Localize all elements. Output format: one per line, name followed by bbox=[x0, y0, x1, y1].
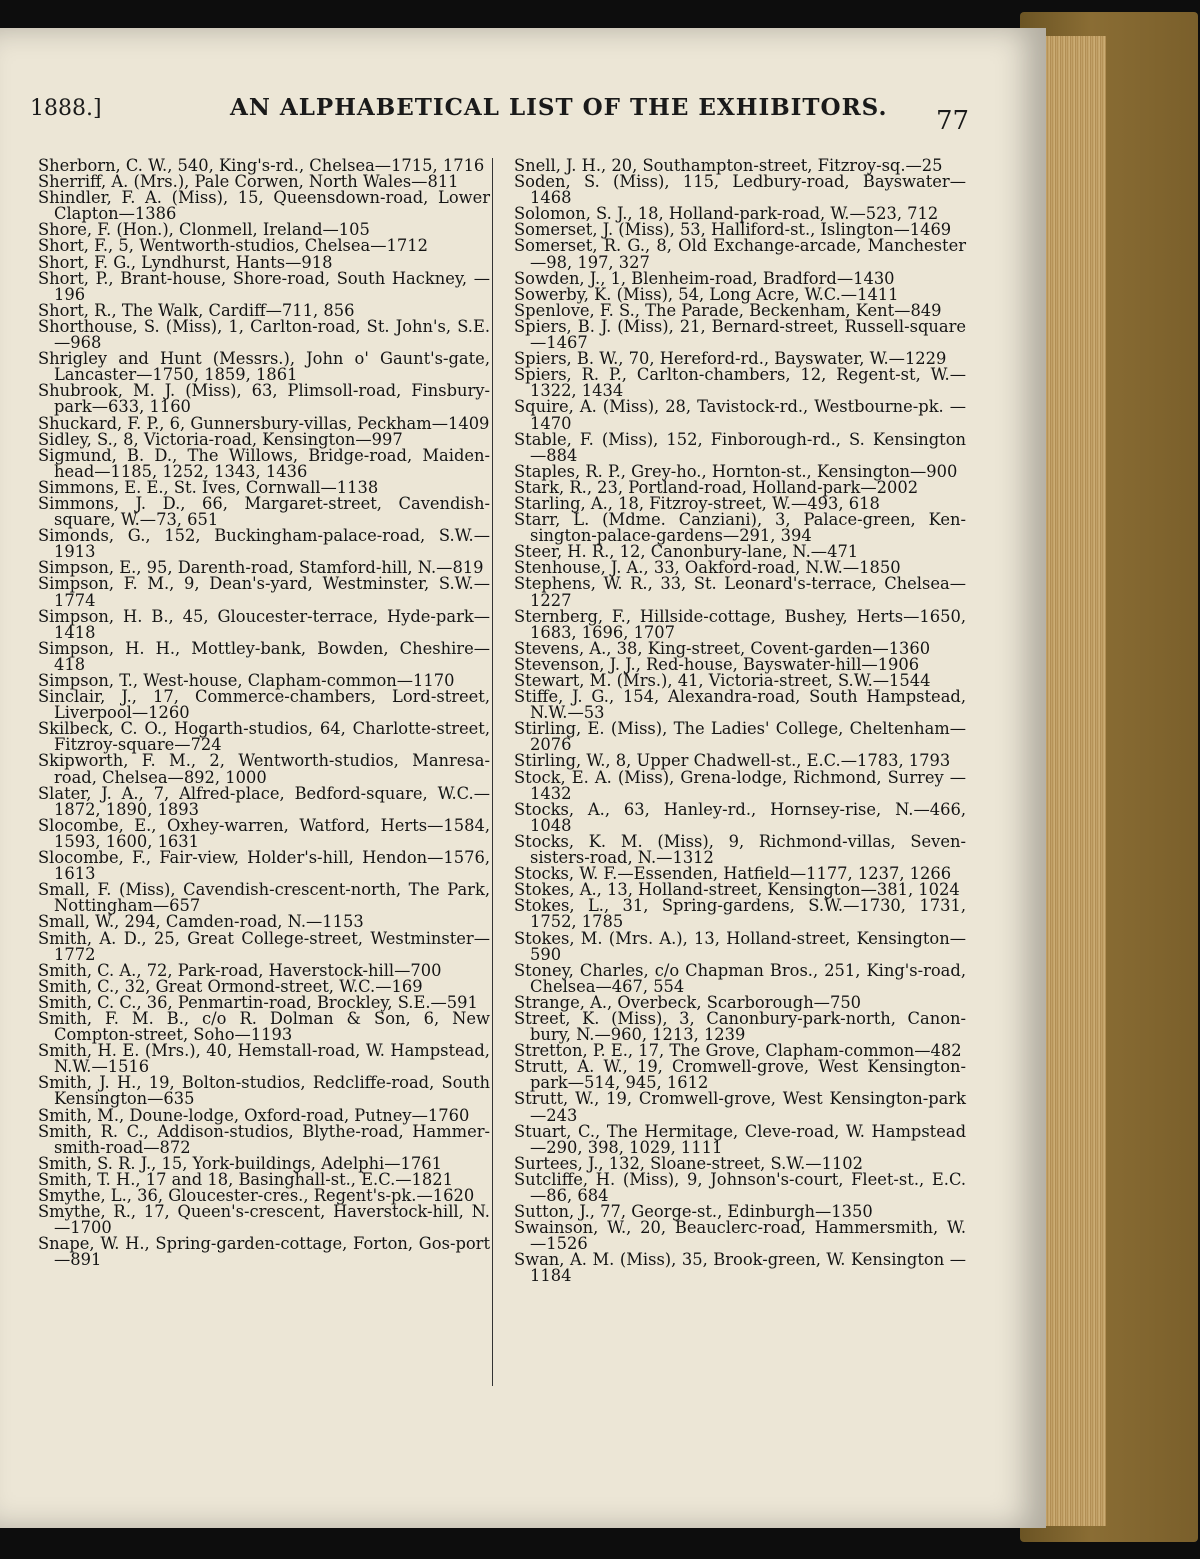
column-divider bbox=[492, 158, 493, 1386]
exhibitor-entry: Sowerby, K. (Miss), 54, Long Acre, W.C.—1411 bbox=[514, 284, 899, 304]
exhibitor-entry: Starr, L. (Mdme. Canziani), 3, Palace-green, Ken-sington-palace-gardens—291, 394 bbox=[514, 510, 966, 546]
exhibitor-entry: Sowden, J., 1, Blenheim-road, Bradford—1430 bbox=[514, 268, 895, 288]
page-number: 77 bbox=[936, 106, 970, 136]
exhibitor-entry: Stocks, W. F.—Essenden, Hatfield—1177, 1237, 1266 bbox=[514, 864, 952, 884]
exhibitor-entry: Stable, F. (Miss), 152, Finborough-rd., S. Kensington —884 bbox=[514, 429, 966, 465]
exhibitor-entry: Simonds, G., 152, Buckingham-palace-road, S.W.—1913 bbox=[38, 526, 490, 562]
exhibitor-entry: Simpson, E., 95, Darenth-road, Stamford-hill, N.—819 bbox=[38, 558, 484, 578]
exhibitor-entry: Shore, F. (Hon.), Clonmell, Ireland—105 bbox=[38, 220, 370, 240]
exhibitor-entry: Smith, C. C., 36, Penmartin-road, Brockley, S.E.—591 bbox=[38, 992, 478, 1012]
exhibitor-entry: Sutton, J., 77, George-st., Edinburgh—1350 bbox=[514, 1202, 873, 1222]
exhibitor-entry: Smith, M., Doune-lodge, Oxford-road, Putney—1760 bbox=[38, 1105, 470, 1125]
exhibitor-entry: Snell, J. H., 20, Southampton-street, Fitzroy-sq.—25 bbox=[514, 156, 943, 175]
page-edges bbox=[1046, 36, 1106, 1526]
exhibitor-entry: Swainson, W., 20, Beauclerc-road, Hammersmith, W. —1526 bbox=[514, 1218, 966, 1254]
exhibitor-entry: Simpson, T., West-house, Clapham-common—1170 bbox=[38, 671, 455, 690]
exhibitor-entry: Soden, S. (Miss), 115, Ledbury-road, Bayswater—1468 bbox=[514, 172, 966, 208]
exhibitor-entry: Smith, C., 32, Great Ormond-street, W.C.—169 bbox=[38, 976, 423, 996]
exhibitor-entry: Spiers, R. P., Carlton-chambers, 12, Regent-st, W.—1322, 1434 bbox=[514, 365, 966, 401]
exhibitor-entry: Swan, A. M. (Miss), 35, Brook-green, W. Kensington —1184 bbox=[514, 1250, 966, 1286]
exhibitor-entry: Shuckard, F. P., 6, Gunnersbury-villas, Peckham—1409 bbox=[38, 413, 490, 433]
right-column bbox=[514, 158, 966, 1285]
exhibitor-entry: Shorthouse, S. (Miss), 1, Carlton-road, St. John's, S.E. —968 bbox=[38, 316, 490, 353]
exhibitor-entry: Stock, E. A. (Miss), Grena-lodge, Richmond, Surrey —1432 bbox=[514, 767, 966, 803]
exhibitor-entry: Stoney, Charles, c/o Chapman Bros., 251, King's-road, Chelsea—467, 554 bbox=[514, 960, 966, 996]
exhibitor-entry: Short, P., Brant-house, Shore-road, South Hackney, —196 bbox=[38, 268, 490, 304]
exhibitor-entry: Sidley, S., 8, Victoria-road, Kensington—997 bbox=[38, 429, 403, 449]
exhibitor-entry: Solomon, S. J., 18, Holland-park-road, W.—523, 712 bbox=[514, 204, 939, 224]
exhibitor-entry: Smythe, R., 17, Queen's-crescent, Haverstock-hill, N. —1700 bbox=[38, 1202, 490, 1238]
exhibitor-entry: Smith, H. E. (Mrs.), 40, Hemstall-road, W. Hampstead, N.W.—1516 bbox=[38, 1041, 490, 1077]
exhibitor-entry: Short, F. G., Lyndhurst, Hants—918 bbox=[38, 252, 333, 272]
exhibitor-entry: Stephens, W. R., 33, St. Leonard's-terrace, Chelsea—1227 bbox=[514, 574, 966, 610]
exhibitor-entry: Simpson, H. B., 45, Gloucester-terrace, Hyde-park—1418 bbox=[38, 606, 490, 642]
exhibitor-entry: Snape, W. H., Spring-garden-cottage, Forton, Gos-port—891 bbox=[38, 1234, 490, 1270]
exhibitor-entry: Starling, A., 18, Fitzroy-street, W.—493, 618 bbox=[514, 493, 880, 513]
running-header bbox=[30, 88, 990, 136]
exhibitor-entry: Shrigley and Hunt (Messrs.), John o' Gaunt's-gate, Lancaster—1750, 1859, 1861 bbox=[38, 349, 490, 385]
header-title: AN ALPHABETICAL LIST OF THE EXHIBITORS. bbox=[230, 94, 888, 121]
exhibitor-entry: Strutt, A. W., 19, Cromwell-grove, West Kensington-park—514, 945, 1612 bbox=[514, 1057, 966, 1093]
exhibitor-entry: Shindler, F. A. (Miss), 15, Queensdown-road, Lower Clapton—1386 bbox=[38, 188, 490, 224]
left-column bbox=[38, 158, 490, 1268]
exhibitor-entry: Simpson, H. H., Mottley-bank, Bowden, Cheshire—418 bbox=[38, 638, 490, 674]
exhibitor-entry: Stokes, L., 31, Spring-gardens, S.W.—1730, 1731, 1752, 1785 bbox=[514, 896, 966, 932]
exhibitor-entry: Stenhouse, J. A., 33, Oakford-road, N.W.—1850 bbox=[514, 558, 901, 578]
exhibitor-entry: Stirling, W., 8, Upper Chadwell-st., E.C.—1783, 1793 bbox=[514, 751, 951, 771]
exhibitor-entry: Staples, R. P., Grey-ho., Hornton-st., Kensington—900 bbox=[514, 461, 958, 481]
exhibitor-entry: Skipworth, F. M., 2, Wentworth-studios, Manresa-road, Chelsea—892, 1000 bbox=[38, 751, 490, 787]
exhibitor-entry: Smith, C. A., 72, Park-road, Haverstock-hill—700 bbox=[38, 960, 442, 980]
exhibitor-entry: Stark, R., 23, Portland-road, Holland-park—2002 bbox=[514, 477, 919, 497]
exhibitor-entry: Sinclair, J., 17, Commerce-chambers, Lord-street, Liverpool—1260 bbox=[38, 687, 490, 723]
exhibitor-entry: Small, W., 294, Camden-road, N.—1153 bbox=[38, 912, 364, 932]
exhibitor-entry: Simmons, E. E., St. Ives, Cornwall—1138 bbox=[38, 477, 379, 497]
exhibitor-entry: Street, K. (Miss), 3, Canonbury-park-north, Canon-bury, N.—960, 1213, 1239 bbox=[514, 1008, 966, 1045]
exhibitor-entry: Smith, J. H., 19, Bolton-studios, Redcliffe-road, South Kensington—635 bbox=[38, 1073, 490, 1109]
exhibitor-entry: Stocks, A., 63, Hanley-rd., Hornsey-rise, N.—466, 1048 bbox=[514, 799, 966, 835]
exhibitor-entry: Strange, A., Overbeck, Scarborough—750 bbox=[514, 992, 862, 1012]
exhibitor-entry: Slocombe, F., Fair-view, Holder's-hill, Hendon—1576, 1613 bbox=[38, 848, 490, 884]
exhibitor-entry: Stevenson, J. J., Red-house, Bayswater-hill—1906 bbox=[514, 654, 920, 674]
exhibitor-entry: Stokes, M. (Mrs. A.), 13, Holland-street, Kensington—590 bbox=[514, 928, 966, 964]
exhibitor-entry: Strutt, W., 19, Cromwell-grove, West Kensington-park—243 bbox=[514, 1089, 966, 1125]
exhibitor-entry: Stocks, K. M. (Miss), 9, Richmond-villas, Seven-sisters-road, N.—1312 bbox=[514, 831, 966, 868]
exhibitor-entry: Somerset, R. G., 8, Old Exchange-arcade, Manchester —98, 197, 327 bbox=[514, 236, 966, 272]
exhibitor-entry: Smith, F. M. B., c/o R. Dolman & Son, 6, New Compton-street, Soho—1193 bbox=[38, 1008, 490, 1045]
header-year: 1888.] bbox=[30, 96, 102, 121]
exhibitor-entry: Smith, S. R. J., 15, York-buildings, Adelphi—1761 bbox=[38, 1153, 442, 1173]
exhibitor-entry: Smith, T. H., 17 and 18, Basinghall-st., E.C.—1821 bbox=[38, 1169, 453, 1189]
exhibitor-entry: Sutcliffe, H. (Miss), 9, Johnson's-court, Fleet-st., E.C. —86, 684 bbox=[514, 1169, 966, 1205]
exhibitor-entry: Simmons, J. D., 66, Margaret-street, Cavendish-square, W.—73, 651 bbox=[38, 493, 490, 530]
exhibitor-entry: Sigmund, B. D., The Willows, Bridge-road, Maiden-head—1185, 1252, 1343, 1436 bbox=[38, 445, 490, 481]
exhibitor-entry: Stewart, M. (Mrs.), 41, Victoria-street, S.W.—1544 bbox=[514, 671, 931, 690]
exhibitor-entry: Squire, A. (Miss), 28, Tavistock-rd., Westbourne-pk. —1470 bbox=[514, 397, 966, 433]
exhibitor-entry: Stuart, C., The Hermitage, Cleve-road, W. Hampstead —290, 398, 1029, 1111 bbox=[514, 1121, 966, 1157]
exhibitor-entry: Slocombe, E., Oxhey-warren, Watford, Herts—1584, 1593, 1600, 1631 bbox=[38, 815, 490, 851]
exhibitor-entry: Sherborn, C. W., 540, King's-rd., Chelsea—1715, 1716 bbox=[38, 156, 485, 175]
exhibitor-entry: Stokes, A., 13, Holland-street, Kensington—381, 1024 bbox=[514, 880, 960, 900]
exhibitor-entry: Smith, A. D., 25, Great College-street, Westminster—1772 bbox=[38, 928, 490, 964]
exhibitor-entry: Stiffe, J. G., 154, Alexandra-road, South Hampstead, N.W.—53 bbox=[514, 687, 966, 723]
exhibitor-entry: Shubrook, M. J. (Miss), 63, Plimsoll-road, Finsbury-park—633, 1160 bbox=[38, 381, 490, 417]
exhibitor-entry: Spiers, B. J. (Miss), 21, Bernard-street, Russell-square —1467 bbox=[514, 316, 966, 353]
exhibitor-entry: Steer, H. R., 12, Canonbury-lane, N.—471 bbox=[514, 542, 859, 562]
exhibitor-entry: Sternberg, F., Hillside-cottage, Bushey, Herts—1650, 1683, 1696, 1707 bbox=[514, 606, 966, 642]
exhibitor-entry: Surtees, J., 132, Sloane-street, S.W.—1102 bbox=[514, 1153, 864, 1173]
exhibitor-entry: Stretton, P. E., 17, The Grove, Clapham-common—482 bbox=[514, 1041, 962, 1061]
exhibitor-entry: Spenlove, F. S., The Parade, Beckenham, Kent—849 bbox=[514, 300, 942, 320]
exhibitor-entry: Short, R., The Walk, Cardiff—711, 856 bbox=[38, 300, 355, 320]
exhibitor-entry: Somerset, J. (Miss), 53, Halliford-st., Islington—1469 bbox=[514, 220, 952, 240]
exhibitor-entry: Sherriff, A. (Mrs.), Pale Corwen, North Wales—811 bbox=[38, 172, 459, 192]
exhibitor-entry: Simpson, F. M., 9, Dean's-yard, Westminster, S.W.—1774 bbox=[38, 574, 490, 610]
exhibitor-entry: Small, F. (Miss), Cavendish-crescent-north, The Park, Nottingham—657 bbox=[38, 880, 490, 916]
exhibitor-entry: Short, F., 5, Wentworth-studios, Chelsea—1712 bbox=[38, 236, 428, 256]
exhibitor-entry: Smith, R. C., Addison-studios, Blythe-road, Hammer-smith-road—872 bbox=[38, 1121, 490, 1157]
exhibitor-entry: Skilbeck, C. O., Hogarth-studios, 64, Charlotte-street, Fitzroy-square—724 bbox=[38, 719, 490, 755]
exhibitor-entry: Spiers, B. W., 70, Hereford-rd., Bayswater, W.—1229 bbox=[514, 349, 947, 369]
exhibitor-entry: Stevens, A., 38, King-street, Covent-garden—1360 bbox=[514, 638, 931, 658]
exhibitor-entry: Stirling, E. (Miss), The Ladies' College, Cheltenham—2076 bbox=[514, 719, 966, 755]
exhibitor-entry: Smythe, L., 36, Gloucester-cres., Regent's-pk.—1620 bbox=[38, 1186, 475, 1205]
exhibitor-entry: Slater, J. A., 7, Alfred-place, Bedford-square, W.C.—1872, 1890, 1893 bbox=[38, 783, 490, 819]
